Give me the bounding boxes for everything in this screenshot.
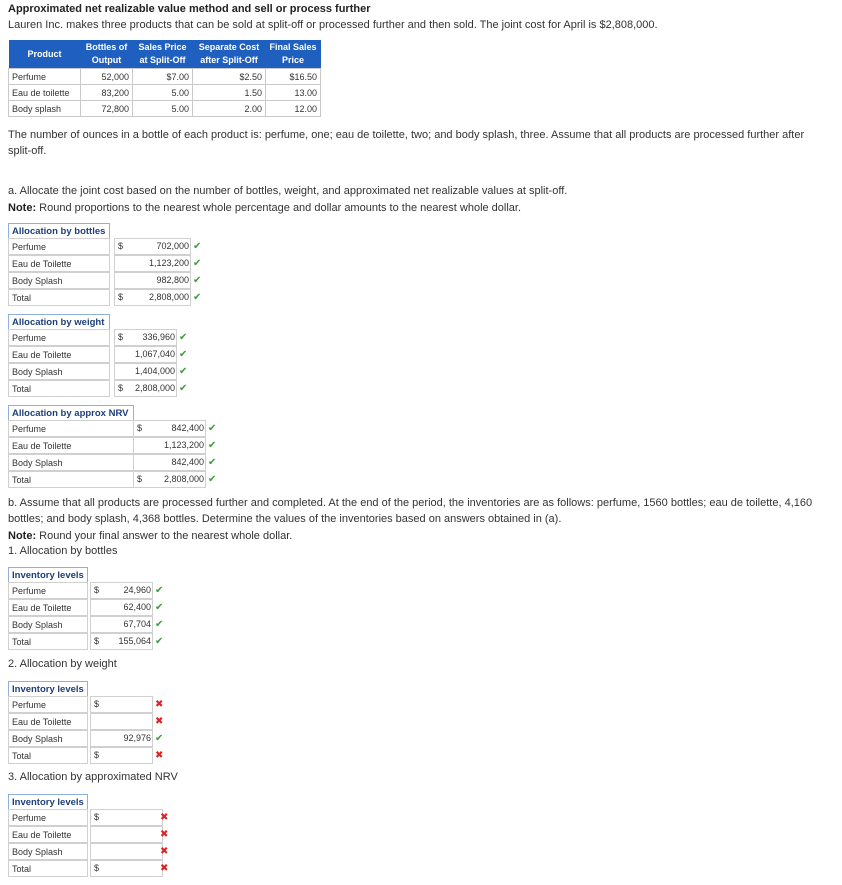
- row-label: Total: [8, 380, 110, 397]
- answer-value: [103, 747, 151, 764]
- check-icon: ✔: [193, 275, 202, 286]
- cross-icon: ✖: [160, 829, 169, 840]
- cross-icon: ✖: [155, 716, 164, 727]
- check-icon: ✔: [179, 383, 188, 394]
- row-label: Eau de Toilette: [8, 346, 110, 363]
- check-icon: ✔: [193, 292, 202, 303]
- row-label: Body Splash: [8, 363, 110, 380]
- answer-value: 2,808,000: [134, 383, 175, 393]
- row-label: Eau de Toilette: [8, 599, 88, 616]
- table-header: Inventory levels: [8, 681, 88, 696]
- currency-symbol: $: [118, 332, 124, 342]
- check-icon: ✔: [208, 457, 217, 468]
- row-label: Perfume: [8, 809, 88, 826]
- answer-value: [103, 713, 151, 730]
- table-header: Allocation by bottles: [8, 223, 110, 238]
- answer-value: [103, 826, 161, 843]
- page-title: Approximated net realizable value method and sell or process further: [8, 3, 371, 15]
- table-header: Inventory levels: [8, 567, 88, 582]
- part-b-note: Note: Round your final answer to the nearest whole dollar.: [8, 530, 293, 542]
- currency-symbol: $: [94, 636, 100, 646]
- product-data-table: [8, 40, 321, 117]
- cross-icon: ✖: [160, 846, 169, 857]
- answer-value: [103, 696, 151, 713]
- part-a-note: Note: Round proportions to the nearest whole percentage and dollar amounts to the nearest whole dollar.: [8, 202, 522, 214]
- row-label: Eau de Toilette: [8, 437, 134, 454]
- part-b-question: b. Assume that all products are processed further and completed. At the end of the period, the inventories are as follows: perfume, 1560 bottles; eau de toilette, 4,160 bottles; and body splash, 4,368 bottles. Determine the values of the inventories based on answers obtained in (a).: [8, 497, 813, 525]
- answer-value: 62,400: [123, 602, 151, 612]
- table-row: Perfume 52,000 $7.00 $2.50 $16.50: [9, 69, 321, 85]
- currency-symbol: $: [137, 474, 143, 484]
- answer-value: [103, 809, 161, 826]
- currency-symbol: $: [94, 812, 100, 822]
- row-label: Perfume: [8, 582, 88, 599]
- answer-value: 2,808,000: [148, 292, 189, 302]
- answer-value: 336,960: [142, 332, 175, 342]
- check-icon: ✔: [193, 241, 202, 252]
- col-header-bottles: Bottles of Output: [81, 40, 133, 69]
- check-icon: ✔: [155, 602, 164, 613]
- cross-icon: ✖: [155, 750, 164, 761]
- check-icon: ✔: [208, 474, 217, 485]
- row-label: Body Splash: [8, 616, 88, 633]
- row-label: Body Splash: [8, 843, 88, 860]
- answer-value: 1,123,200: [163, 440, 204, 450]
- subheading-bottles: 1. Allocation by bottles: [8, 545, 118, 557]
- cross-icon: ✖: [160, 863, 169, 874]
- row-label: Total: [8, 471, 134, 488]
- answer-value: 2,808,000: [163, 474, 204, 484]
- currency-symbol: $: [94, 750, 100, 760]
- row-label: Body Splash: [8, 730, 88, 747]
- row-label: Eau de Toilette: [8, 255, 110, 272]
- answer-value: 1,404,000: [134, 366, 175, 376]
- col-header-final-price: Final Sales Price: [266, 40, 321, 69]
- row-label: Body Splash: [8, 272, 110, 289]
- row-label: Perfume: [8, 420, 134, 437]
- check-icon: ✔: [155, 619, 164, 630]
- row-label: Perfume: [8, 238, 110, 255]
- currency-symbol: $: [118, 241, 124, 251]
- check-icon: ✔: [208, 440, 217, 451]
- col-header-separate-cost: Separate Cost after Split-Off: [193, 40, 266, 69]
- currency-symbol: $: [94, 699, 100, 709]
- row-label: Eau de Toilette: [8, 826, 88, 843]
- subheading-weight: 2. Allocation by weight: [8, 658, 117, 670]
- answer-value: 67,704: [123, 619, 151, 629]
- answer-value: 1,067,040: [134, 349, 175, 359]
- answer-value: 842,400: [171, 423, 204, 433]
- row-label: Total: [8, 747, 88, 764]
- check-icon: ✔: [179, 366, 188, 377]
- check-icon: ✔: [155, 585, 164, 596]
- intro-text: Lauren Inc. makes three products that can be sold at split-off or processed further and then sold. The joint cost for April is $2,808,000.: [8, 19, 658, 31]
- col-header-sales-price: Sales Price at Split-Off: [133, 40, 193, 69]
- check-icon: ✔: [193, 258, 202, 269]
- currency-symbol: $: [137, 423, 143, 433]
- check-icon: ✔: [155, 733, 164, 744]
- currency-symbol: $: [118, 383, 124, 393]
- currency-symbol: $: [94, 585, 100, 595]
- answer-value: [103, 860, 161, 877]
- check-icon: ✔: [155, 636, 164, 647]
- ounces-paragraph: The number of ounces in a bottle of each product is: perfume, one; eau de toilette, two; and body splash, three. Assume that all products are processed further after split-off.: [8, 129, 805, 157]
- answer-value: 982,800: [156, 275, 189, 285]
- table-header: Inventory levels: [8, 794, 88, 809]
- cross-icon: ✖: [155, 699, 164, 710]
- currency-symbol: $: [94, 863, 100, 873]
- table-row: Eau de toilette 83,200 5.00 1.50 13.00: [9, 85, 321, 101]
- table-header: Allocation by weight: [8, 314, 110, 329]
- row-label: Perfume: [8, 329, 110, 346]
- cross-icon: ✖: [160, 812, 169, 823]
- answer-value: 24,960: [123, 585, 151, 595]
- subheading-nrv: 3. Allocation by approximated NRV: [8, 771, 178, 783]
- currency-symbol: $: [118, 292, 124, 302]
- table-row: Body splash 72,800 5.00 2.00 12.00: [9, 101, 321, 117]
- row-label: Body Splash: [8, 454, 134, 471]
- answer-value: 842,400: [171, 457, 204, 467]
- row-label: Total: [8, 633, 88, 650]
- answer-value: [103, 843, 161, 860]
- row-label: Total: [8, 860, 88, 877]
- check-icon: ✔: [208, 423, 217, 434]
- answer-value: 702,000: [156, 241, 189, 251]
- table-header: Allocation by approx NRV: [8, 405, 134, 420]
- part-a-question: a. Allocate the joint cost based on the number of bottles, weight, and approximated net realizable values at split-off.: [8, 185, 568, 197]
- row-label: Total: [8, 289, 110, 306]
- row-label: Perfume: [8, 696, 88, 713]
- row-label: Eau de Toilette: [8, 713, 88, 730]
- col-header-product: Product: [9, 40, 81, 69]
- answer-value: 155,064: [118, 636, 151, 646]
- answer-value: 92,976: [123, 733, 151, 743]
- answer-value: 1,123,200: [148, 258, 189, 268]
- check-icon: ✔: [179, 332, 188, 343]
- check-icon: ✔: [179, 349, 188, 360]
